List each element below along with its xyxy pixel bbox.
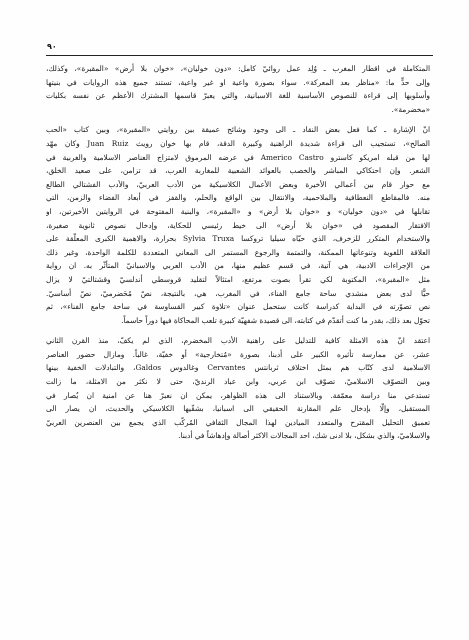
paragraph-gap (46, 327, 430, 334)
paragraph-1 (46, 62, 430, 116)
text-line: والاستخدام المتكرر للزخرف، الذي حيّاه سيليا تروكسا Sylvia Truxa بحرارة، والاهمية الكبرى المعلّقة على (46, 234, 430, 244)
text-line: الشعر. وإن احتكاكي المباشر والخصب بالعوائد الشعبية للمغاربة العرب، قد تزامن، على صعيد الخلق، (46, 166, 430, 176)
text-line: المتكاملة في اقطار المغرب ـ وُلِد عمل روائيّ كامل: «دون خوليان»، «خوان بلا أرض» «المقبرة»، وكذلك، (46, 64, 430, 73)
paragraph-2 (46, 123, 430, 327)
text-line: لها من قبله امريكو كاسترو Americo Castro في عرضه المرموق لامتزاج العناصر الاسلامية والغربية في (46, 152, 430, 162)
body-text (46, 62, 430, 443)
header-rule (46, 55, 433, 56)
text-line: حيًّا لدى بعض منشدي ساحة جامع الفناء، في المغرب، هي، بالنتيجة، نصّ مُحَضرميّ، نصّ أساسيّ. (46, 288, 430, 298)
paragraph-3 (46, 334, 430, 443)
paragraph-gap (46, 116, 430, 123)
text-line: منه. فالمقاطع النعطافية والملاحمية، والانتقال بين الواقع والحلم، والقفز في أبعاد الفضاء والزمن، التي (46, 193, 430, 203)
text-line: وبين التصوّف الاسلاميّ، تصوّف ابن عربي، وابن عباد الرنديّ، حتى لا نكثر من الامثلة، ما زالت (46, 377, 430, 387)
text-line: وإلى حدٍّ ما: «مناظر بعد المعركة». سواء بصورة واعية او غير واعية، تستند جميع هذه الروايات في بنيتها (46, 77, 430, 87)
text-line: عشر، عن ممارسة تأثيره الكبير على أدبنا، بصورة «مُتخارجية» أو خفيّة، غالباً. ومازال حضور العناصر (46, 349, 430, 359)
text-line: وأسلوبها إلى قراءة للنصوص الأساسية للغة الاسبانية، والتي يعبرّ قاسمها المشترك الأعظم عن نفسه بكليات (46, 91, 430, 101)
text-line: نص تصوّرته في البداية كدراسة كانت ستحمل عنوان «تلاوة كبير القساوسة في ساحة جامع الفناء»، ثم (46, 302, 430, 312)
text-line: من الإجراءات الادبية، هي آتية، في قسم عظيم منها، من الأدب العربي والاسبانيّ المتأثّر به. ان رواية (46, 261, 430, 271)
text-line: مع حوار قام بين أعمالي الأخيرة وبعض الأعمال الكلاسيكية من الأدب العربيّ، والأدب الفشتالي الطالع (46, 179, 430, 189)
text-line: العلاقة اللغوية وتنوعاتها الممكنة، والتمتمة والرجوع المستمر الى المعاني المتعددة للكلمة الواحدة، وغير ذلك (46, 247, 430, 257)
text-line: «مخضرمة». (391, 104, 430, 114)
page-number: ٩٠ (47, 42, 57, 51)
text-line: الافتقار المقصود في «خوان بلا أرض» الى خيط رئيسي للحكاية، وإدخال نصوص ثانوية صغيرة، (46, 220, 430, 230)
text-line: والاسلاميّ، والذي بشكل، بلا ادنى شك، احد المجالات الاكثر أصالة وإدهاشاً في أدبنا. (178, 431, 430, 441)
text-line: تحوّل بعد ذلك، بقدر ما كنت أتقدّم في كتابته، الى قصيدة شفهيّة كبيرة تلعب المحاكاة فيها دوراً حاسماً. (121, 315, 430, 325)
text-line: المستقبل، وإلّا بإدخال علم المقارنة الحقيقي الى اسبانيا، بشقّيها الكلاسيكي والحديث، ان يصار الى (46, 404, 430, 414)
text-line: الصالح»، تستجيب الى قراءة شديدة الراهنية وكبيرة الدقة، قام بها خوان رويث Juan Ruiz وكان مهّد (46, 138, 430, 148)
text-line: تقابلها في «دون خوليان» و «خوان بلا أرض» و «المقبرة»، والبنية المفتوحة في الروايتين الأخيرتين، او (46, 206, 430, 216)
text-line: مثل «المقبرة»، المكتوبة لكي تقرأ بصوت مرتفع، امتثالاً لتقليد قروسطي أندلسيّ وقشتالتيّ لا يزال (46, 274, 430, 284)
text-line: الاسلامية لدى كتّاب هم بمثل اختلاف ثربانتس Cervantes وغالدوس Galdos، والتبادلات الخفية بينها (46, 363, 430, 373)
text-line: انّ الإشارة ـ كما فعل بعض النقاد ـ الى وجود وشائج عميقة بين روايتي «المقبرة»، وبين كتاب «الحب (46, 125, 430, 135)
text-line: اعتقد انّ هذه الامثلة كافية للتدليل على راهنية الأدب المخضرم، الذي لم يكفّ، منذ القرن الثاني (46, 336, 430, 346)
text-line: تستدعي منا دراسة معمّقة. وبالاستناد الى هذه الظواهر، يمكن ان نعبرّ هنا عن امنية ان يُصار في (46, 390, 430, 400)
text-line: تعميق التحليل المقترح والمتعدد الميادين لهذا المجال الثقافي المُركّب الذي يجمع بين العنصرين العربيّ (46, 417, 430, 427)
